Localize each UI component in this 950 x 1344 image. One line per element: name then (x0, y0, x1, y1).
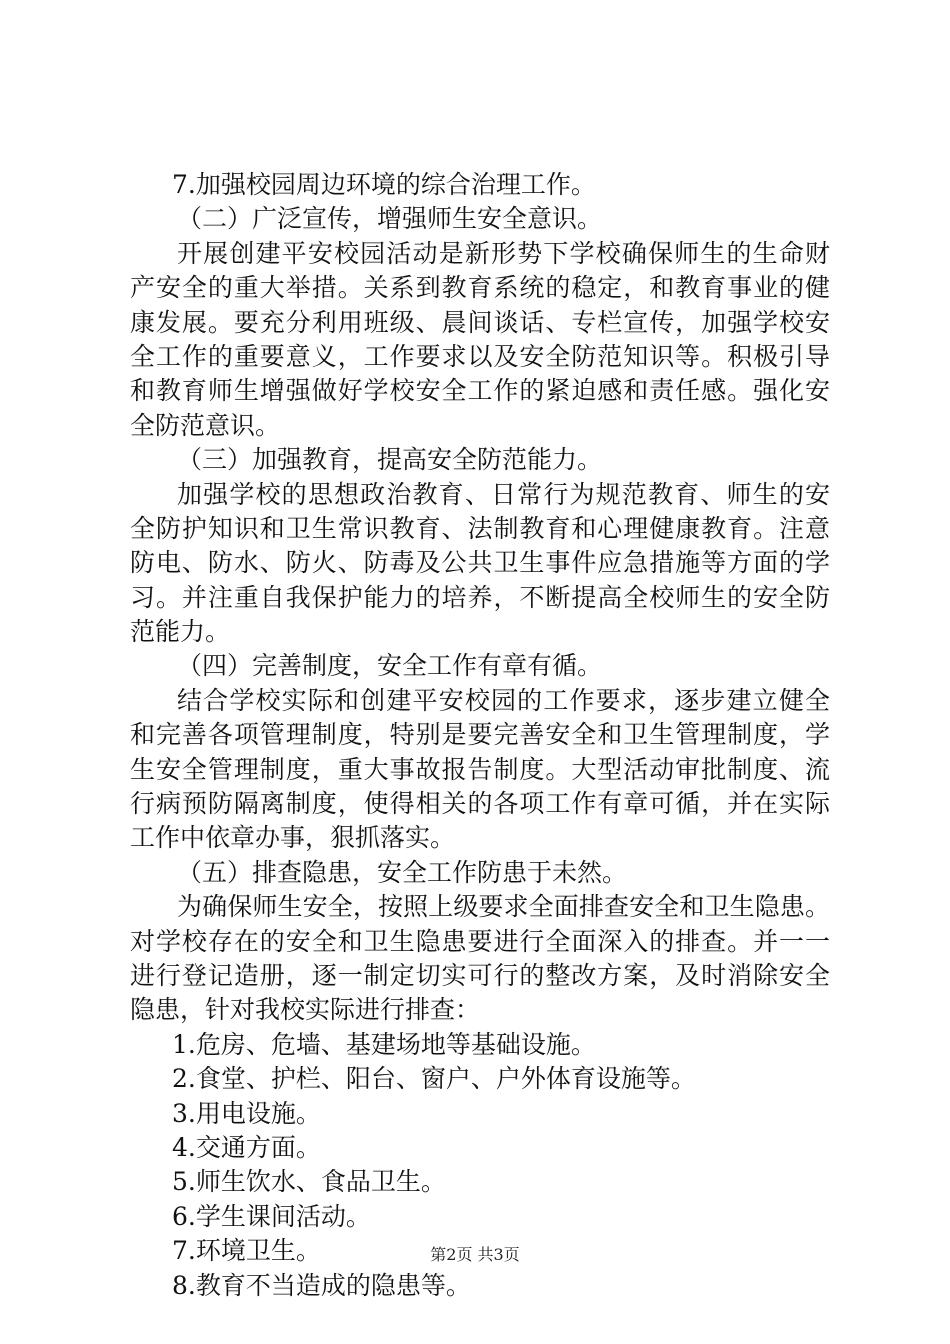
paragraph-line: 范能力。 (130, 617, 231, 647)
document-body (130, 168, 830, 1303)
list-item: 1.危房、危墙、基建场地等基础设施。 (172, 1029, 596, 1059)
paragraph-line: 全防护知识和卫生常识教育、法制教育和心理健康教育。注意 (130, 513, 830, 543)
paragraph-line: 全工作的重要意义，工作要求以及安全防范知识等。积极引导 (130, 341, 830, 371)
list-item: 3.用电设施。 (172, 1098, 321, 1128)
paragraph-line: 进行登记造册，逐一制定切实可行的整改方案，及时消除安全 (130, 960, 830, 990)
paragraph-line: 和完善各项管理制度，特别是要完善安全和卫生管理制度，学 (130, 720, 830, 750)
section-heading: （三）加强教育，提高安全防范能力。 (177, 445, 603, 475)
paragraph-line: 隐患，针对我校实际进行排查： (130, 995, 481, 1025)
paragraph-line: 和教育师生增强做好学校安全工作的紧迫感和责任感。强化安 (130, 376, 830, 406)
paragraph-line: 全防范意识。 (130, 410, 281, 440)
section-heading: （二）广泛宣传，增强师生安全意识。 (177, 204, 603, 234)
page-number-label: 第2页 共3页 (430, 1245, 520, 1264)
paragraph-line: 加强学校的思想政治教育、日常行为规范教育、师生的安 (177, 479, 830, 509)
list-item: 8.教育不当造成的隐患等。 (172, 1270, 471, 1300)
paragraph-line: 防电、防水、防火、防毒及公共卫生事件应急措施等方面的学 (130, 548, 830, 578)
paragraph-line: 工作中依章办事，狠抓落实。 (130, 823, 456, 853)
paragraph-line: 习。并注重自我保护能力的培养，不断提高全校师生的安全防 (130, 582, 830, 612)
list-item: 6.学生课间活动。 (172, 1201, 371, 1231)
paragraph-line: 结合学校实际和创建平安校园的工作要求，逐步建立健全 (177, 685, 830, 715)
section-heading: （四）完善制度，安全工作有章有循。 (177, 651, 603, 681)
paragraph-line: 康发展。要充分利用班级、晨间谈话、专栏宣传，加强学校安 (130, 307, 830, 337)
paragraph-line: 为确保师生安全，按照上级要求全面排查安全和卫生隐患。 (177, 892, 830, 922)
list-item: 4.交通方面。 (172, 1132, 321, 1162)
list-item: 7.加强校园周边环境的综合治理工作。 (172, 170, 596, 199)
section-heading: （五）排查隐患，安全工作防患于未然。 (177, 857, 628, 887)
list-item: 7.环境卫生。 (172, 1236, 321, 1266)
paragraph-line: 开展创建平安校园活动是新形势下学校确保师生的生命财 (177, 238, 830, 268)
paragraph-line: 对学校存在的安全和卫生隐患要进行全面深入的排查。并一一 (130, 926, 830, 956)
paragraph-line: 产安全的重大举措。关系到教育系统的稳定，和教育事业的健 (130, 273, 830, 303)
list-item: 5.师生饮水、食品卫生。 (172, 1167, 446, 1197)
paragraph-line: 生安全管理制度，重大事故报告制度。大型活动审批制度、流 (130, 754, 830, 784)
paragraph-line: 行病预防隔离制度，使得相关的各项工作有章可循，并在实际 (130, 789, 830, 819)
list-item: 2.食堂、护栏、阳台、窗户、户外体育设施等。 (172, 1064, 696, 1094)
page-footer (0, 1245, 950, 1265)
